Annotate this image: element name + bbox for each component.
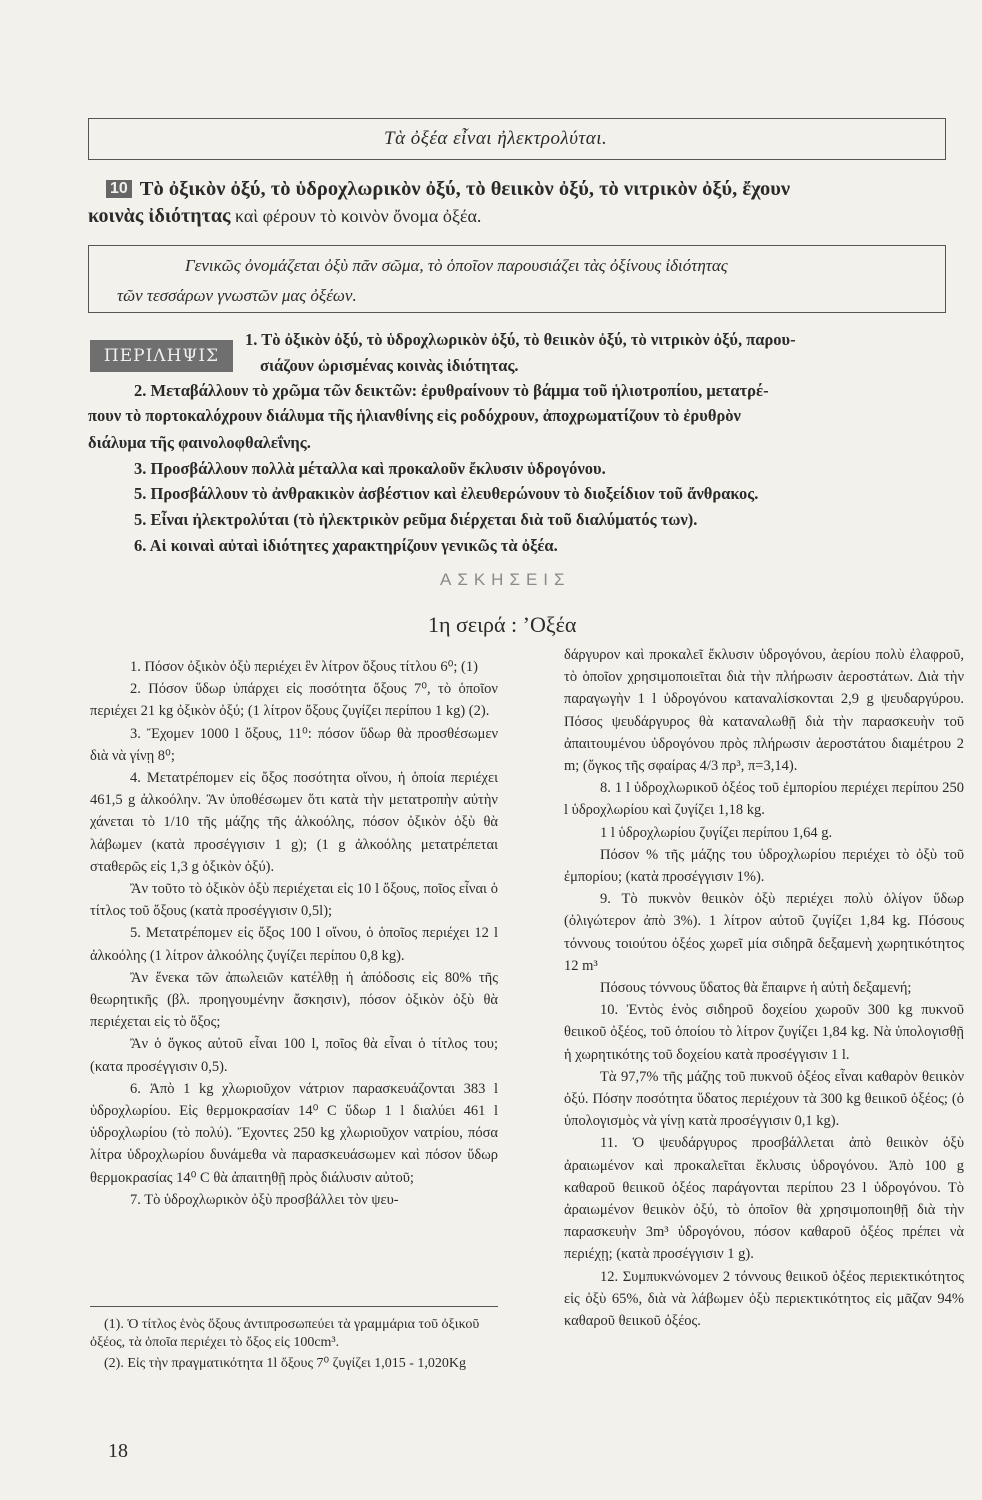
section-title-line1	[106, 178, 790, 201]
exercise-paragraph: Ἂν ἕνεκα τῶν ἀπωλειῶν κατέλθῃ ἡ ἀπόδοσις εἰς 80% τῆς θεωρητικῆς (βλ. προηγουμένην ἄσκησιν), πόσον ὀξικὸν ὀξὺ θὰ περιέχεται εἰς τὸ ὄξος;	[90, 969, 498, 1031]
summary-line: 6. Αἱ κοιναὶ αὐταὶ ἰδιότητες χαρακτηρίζουν γενικῶς τὰ ὀξέα.	[134, 536, 558, 555]
footnote-divider	[90, 1306, 498, 1307]
exercise-paragraph: 8. 1 l ὑδροχλωρικοῦ ὀξέος τοῦ ἐμπορίου περιέχει περίπου 250 l ὑδροχλωρίου καὶ ζυγίζει 1,18 kg.	[564, 780, 964, 819]
definition-line2: τῶν τεσσάρων γνωστῶν μας ὀξέων.	[117, 286, 357, 305]
right-column	[564, 644, 964, 1332]
exercise-paragraph: Τὰ 97,7% τῆς μάζης τοῦ πυκνοῦ ὀξέος εἶναι καθαρὸν θειικὸν ὀξύ. Πόσην ποσότητα ὕδατος περιέχουν τὰ 300 kg θειικοῦ ὀξέος; (ὁ ὑπολογισμὸς νὰ γίνῃ κατὰ προσέγγισιν 0,1 kg).	[564, 1068, 964, 1130]
series-title: 1η σειρά : ’Οξέα	[428, 612, 577, 637]
summary-line: σιάζουν ὡρισμένας κοινὰς ἰδιότητας.	[260, 356, 519, 375]
footnote: (2). Εἰς τὴν πραγματικότητα 1l ὄξους 7⁰ ζυγίζει 1,015 - 1,020Kg	[104, 1356, 467, 1371]
section-title: Τὸ ὀξικὸν ὀξύ, τὸ ὑδροχλωρικὸν ὀξύ, τὸ θειικὸν ὀξύ, τὸ νιτρικὸν ὀξύ, ἔχουν	[139, 178, 791, 200]
exercise-paragraph: 3. Ἔχομεν 1000 l ὄξους, 11⁰: πόσον ὕδωρ θὰ προσθέσωμεν διὰ νὰ γίνῃ 8⁰;	[90, 725, 498, 764]
exercise-paragraph: Ἂν τοῦτο τὸ ὀξικὸν ὀξὺ περιέχεται εἰς 10 l ὄξους, ποῖος εἶναι ὁ τίτλος τοῦ ὄξους (κατὰ προσέγγισιν 0,5l);	[90, 881, 498, 920]
summary-line: 2. Μεταβάλλουν τὸ χρῶμα τῶν δεικτῶν: ἐρυθραίνουν τὸ βάμμα τοῦ ἡλιοτροπίου, μετατρέ-	[134, 381, 769, 400]
exercise-paragraph: δάργυρον καὶ προκαλεῖ ἔκλυσιν ὑδρογόνου, ἀερίου πολὺ ἐλαφροῦ, τὸ ὁποῖον χρησιμοποιεῖται διὰ τὴν πλήρωσιν ἀεροστάτων. Διὰ τὴν παραγωγὴν 1 l ὑδρογόνου καταναλίσκονται 2,9 g ψευδαργύρου. Πόσος ψευδάργυρος θὰ καταναλωθῇ διὰ τὴν παρασκευὴν τοῦ ἀπαιτουμένου ὑδρογόνου πρὸς πλήρωσιν ἀεροστάτου διαμέτρου 2 m; (ὄγκος τῆς σφαίρας 4/3 πρ³, π=3,14).	[564, 647, 964, 775]
section-number-badge: 10	[106, 180, 132, 198]
summary-line: διάλυμα τῆς φαινολοφθαλεΐνης.	[88, 433, 311, 452]
summary-line: 5. Εἶναι ἠλεκτρολύται (τὸ ἠλεκτρικὸν ρεῦμα διέρχεται διὰ τοῦ διαλύματός των).	[134, 510, 698, 529]
footnote: (1). Ὁ τίτλος ἑνὸς ὄξους ἀντιπροσωπεύει τὰ γραμμάρια τοῦ ὀξικοῦ ὀξέος, τὰ ὁποῖα περιέχει τὸ ὄξος εἰς 100cm³.	[90, 1317, 480, 1350]
section-title-rest: καὶ φέρουν τὸ κοινὸν ὄνομα ὀξέα.	[230, 206, 482, 226]
exercise-paragraph: 4. Μετατρέπομεν εἰς ὄξος ποσότητα οἴνου, ἡ ὁποία περιέχει 461,5 g ἀλκοόλην. Ἂν ὑποθέσωμεν ὅτι κατὰ τὴν μετατροπὴν αὐτὴν χάνεται τὸ 1/10 τῆς μάζης τῆς ἀλκοόλης, πόσον ὀξικὸν ὀξὺ θὰ λάβωμεν (κατὰ προσέγγισιν 1 g); (1 g ἀλκοόλης μετατρέπεται σταθερῶς εἰς 1,3 g ὀξικὸν ὀξύ).	[90, 770, 498, 875]
summary-line: πουν τὸ πορτοκαλόχρουν διάλυμα τῆς ἡλιανθίνης εἰς ροδόχρουν, ἀποχρωματίζουν τὸ ἐρυθρὸν	[88, 406, 741, 425]
summary-line: 1. Τὸ ὀξικὸν ὀξύ, τὸ ὑδροχλωρικὸν ὀξύ, τὸ θειικὸν ὀξύ, τὸ νιτρικὸν ὀξύ, παρου-	[245, 330, 796, 349]
exercise-paragraph: 11. Ὁ ψευδάργυρος προσβάλλεται ἀπὸ θειικὸν ὀξὺ ἀραιωμένον καὶ προκαλεῖται ἔκλυσις ὑδρογόνου. Ἀπὸ 100 g καθαροῦ θειικοῦ ὀξέος παράγονται περίπου 23 l ὑδρογόνου. Τὸ ἀραιωμένον θειικὸν ὀξύ, τὸ ὁποῖον θὰ χρησιμοποιηθῇ διὰ τὴν παρασκευὴν 3m³ ὑδρογόνου, πόσον καθαροῦ ὀξέος πρέπει νὰ περιέχῃ; (κατὰ προσέγγισιν 1 g).	[564, 1135, 964, 1263]
footnotes	[90, 1316, 498, 1373]
section-title-bold-part: κοινὰς ἰδιότητας	[88, 205, 231, 227]
exercise-paragraph: 1. Πόσον ὀξικὸν ὀξὺ περιέχει ἓν λίτρον ὄξους τίτλου 6⁰; (1)	[130, 659, 478, 675]
summary-banner: ΠΕΡΙΛΗΨΙΣ	[90, 340, 233, 372]
exercise-paragraph: Πόσους τόννους ὕδατος θὰ ἔπαιρνε ἡ αὐτὴ δεξαμενή;	[600, 980, 912, 997]
exercise-paragraph: 2. Πόσον ὕδωρ ὑπάρχει εἰς ποσότητα ὄξους 7⁰, τὸ ὁποῖον περιέχει 21 kg ὀξικὸν ὀξύ; (1 λίτρον ὄξους ζυγίζει περίπου 1 kg) (2).	[90, 681, 498, 720]
exercise-paragraph: 9. Τὸ πυκνὸν θειικὸν ὀξὺ περιέχει πολὺ ὀλίγον ὕδωρ (ὀλιγώτερον ἀπὸ 3%). 1 λίτρον αὐτοῦ ζυγίζει 1,84 kg. Πόσους τόννους τοιούτου ὀξέος χωρεῖ μία σιδηρᾶ δεξαμενὴ χωρητικότητος 12 m³	[564, 891, 964, 974]
header-box-text: Τὰ ὀξέα εἶναι ἠλεκτρολύται.	[384, 128, 608, 149]
exercise-paragraph: 5. Μετατρέπομεν εἰς ὄξος 100 l οἴνου, ὁ ὁποῖος περιέχει 12 l ἀλκοόλης (1 λίτρον ἀλκοόλης ζυγίζει περίπου 0,8 kg).	[90, 925, 498, 964]
definition-line1: Γενικῶς ὀνομάζεται ὀξὺ πᾶν σῶμα, τὸ ὁποῖον παρουσιάζει τὰς ὀξίνους ἰδιότητας	[185, 256, 728, 275]
definition-box	[88, 245, 946, 313]
exercise-paragraph: 6. Ἀπὸ 1 kg χλωριοῦχον νάτριον παρασκευάζονται 383 l ὑδροχλωρίου. Εἰς θερμοκρασίαν 14⁰ C ὕδωρ 1 l διαλύει 461 l ὑδροχλωρίου (τὸ πολύ). Ἔχοντες 250 kg χλωριοῦχον νατρίου, πόσα λίτρα ὑδροχλωρίου δυνάμεθα νὰ παρασκευάσωμεν καὶ πόσον ὕδωρ θερμοκρασίας 14⁰ C θὰ ἀπαιτηθῇ πρὸς διάλυσιν αὐτοῦ;	[90, 1080, 498, 1186]
exercise-paragraph: 10. Ἐντὸς ἑνὸς σιδηροῦ δοχείου χωροῦν 300 kg πυκνοῦ θειικοῦ ὀξέος, τοῦ ὁποίου τὸ λίτρον ζυγίζει 1,84 kg. Νὰ ὑπολογισθῇ ἡ χωρητικότης τοῦ δοχείου κατὰ προσέγγισιν 1 l.	[564, 1002, 964, 1063]
summary-line: 5. Προσβάλλουν τὸ ἀνθρακικὸν ἀσβέστιον καὶ ἐλευθερώνουν τὸ διοξείδιον τοῦ ἄνθρακος.	[134, 484, 759, 503]
exercise-paragraph: 1 l ὑδροχλωρίου ζυγίζει περίπου 1,64 g.	[600, 824, 833, 841]
exercises-heading: ΑΣΚΗΣΕΙΣ	[440, 570, 571, 589]
exercise-paragraph: 7. Τὸ ὑδροχλωρικὸν ὀξὺ προσβάλλει τὸν ψευ-	[130, 1191, 399, 1208]
section-title-line2	[88, 205, 481, 228]
exercise-paragraph: Πόσον % τῆς μάζης του ὑδροχλωρίου περιέχει τὸ ὀξὺ τοῦ ἐμπορίου; (κατὰ προσέγγισιν 1%).	[564, 846, 964, 886]
page-number: 18	[108, 1440, 128, 1462]
header-box	[88, 118, 946, 160]
exercise-paragraph: Ἂν ὁ ὄγκος αὐτοῦ εἶναι 100 l, ποῖος θὰ εἶναι ὁ τίτλος του; (κατα προσέγγισιν 0,5).	[90, 1036, 498, 1075]
exercise-paragraph: 12. Συμπυκνώνομεν 2 τόννους θειικοῦ ὀξέος περιεκτικότητος εἰς ὀξὺ 65%, διὰ νὰ λάβωμεν ὀξὺ περιεκτικότητος εἰς μᾶζαν 94% καθαροῦ θειικοῦ ὀξέος.	[564, 1268, 964, 1330]
left-column	[90, 656, 498, 1211]
summary-line: 3. Προσβάλλουν πολλὰ μέταλλα καὶ προκαλοῦν ἔκλυσιν ὑδρογόνου.	[134, 459, 606, 478]
